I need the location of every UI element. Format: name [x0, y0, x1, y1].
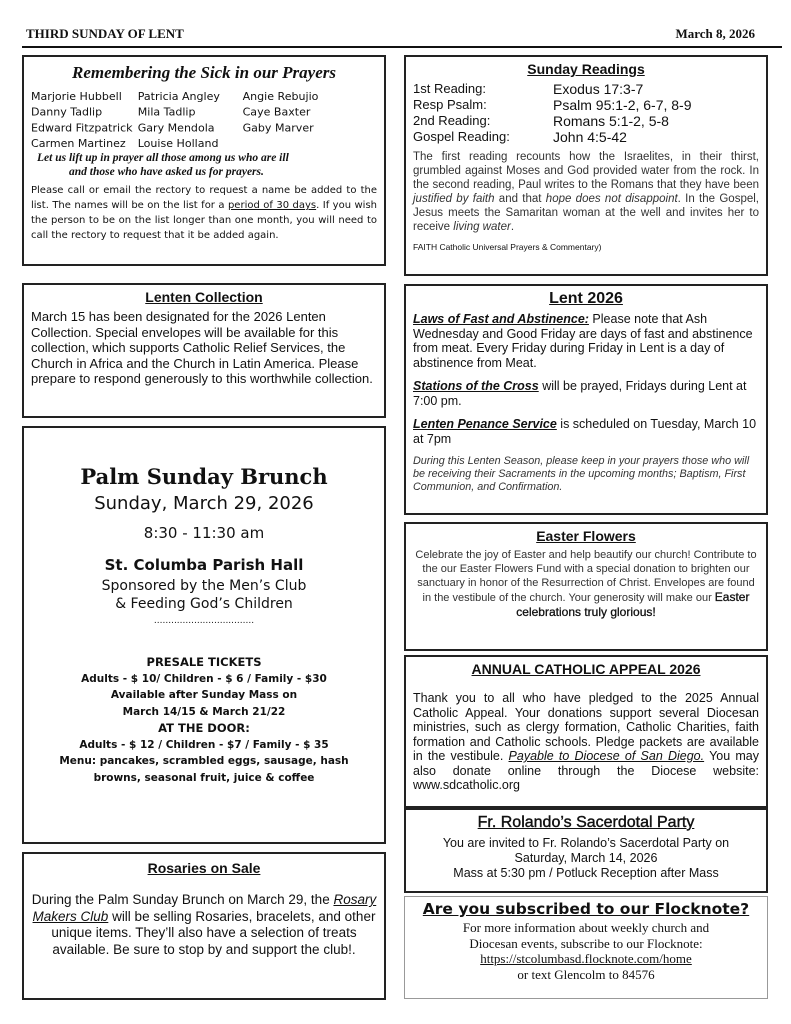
sick-name: Marjorie Hubbell	[31, 89, 122, 103]
text: Payable to Diocese of San Diego.	[508, 749, 705, 763]
easter-title: Easter Flowers	[536, 528, 636, 544]
sick-name: Caye Baxter	[242, 105, 311, 119]
text: will be prayed, Fridays during Lent at 7:00 pm.	[413, 379, 747, 408]
flocknote-line-1: For more information about weekly church and	[462, 920, 710, 935]
text: hope does not disappoint	[545, 193, 678, 205]
lent-title: Lent 2026	[549, 290, 623, 307]
text: Thank you to all who have pledged to the 2025 Annual Catholic Appeal. Your donations support several Diocesan ministries, such as clergy formation, Catholic Charities, faith formation and Catholic schools. Pledge packets are available in the vestibule.	[413, 691, 759, 763]
readings-title: Sunday Readings	[527, 61, 645, 77]
sick-title: Remembering the Sick in our Prayers	[72, 63, 336, 82]
sick-name: Patricia Angley	[137, 89, 220, 103]
reading-label: 2nd Reading:	[413, 113, 491, 128]
text: The first reading recounts how the Israelites, in their thirst, grumbled against Moses and God provided water from the rock. In the second reading, Paul writes to the Romans that they have been	[413, 151, 759, 191]
text: Please call or email the rectory to request a name be added to the list. The names will be on the list for a	[31, 185, 377, 211]
sunday-readings-box	[404, 55, 768, 276]
text: You may also donate online through the Diocese website: www.sdcatholic.org	[413, 749, 759, 792]
text: Celebrate the joy of Easter and help beautify our church! Contribute to the our Easter Flowers Fund with a special donation to brighten our sanctuary in honor of the Resurrection of Christ. Envelopes are found in the vestibule of the church. Your generosity will make our	[415, 549, 757, 604]
availability-1: Available after Sunday Mass on	[110, 689, 298, 701]
reading-label: Resp Psalm:	[413, 97, 487, 112]
prayer-line-1: Let us lift up in prayer all those among us who are ill	[37, 152, 289, 164]
annual-appeal-box	[404, 655, 768, 808]
reading-value: Romans 5:1-2, 5-8	[553, 113, 669, 129]
reading-value: Exodus 17:3-7	[553, 81, 644, 97]
sick-name: Mila Tadlip	[137, 105, 196, 119]
sick-name: Danny Tadlip	[31, 105, 103, 119]
sick-name: Gaby Marver	[242, 121, 314, 135]
prayer-line-2: and those who have asked us for prayers.	[69, 166, 264, 178]
brunch-date: Sunday, March 29, 2026	[94, 493, 314, 514]
period-underline: period of 30 days	[227, 200, 317, 211]
party-title: Fr. Rolando’s Sacerdotal Party	[477, 814, 695, 831]
lent-note: During this Lenten Season, please keep in your prayers those who will be receiving their Sacraments in the upcoming months; Baptism, First Communion, and Confirmation.	[413, 455, 750, 493]
appeal-title: ANNUAL CATHOLIC APPEAL 2026	[471, 661, 701, 677]
page-header-date: March 8, 2026	[675, 26, 755, 41]
door-heading: AT THE DOOR:	[158, 721, 250, 735]
text: Lenten Penance Service	[413, 417, 557, 431]
flocknote-box	[404, 896, 768, 999]
lenten-collection-body: March 15 has been designated for the 2026 Lenten Collection. Special envelopes will be available for this collection, which supports Catholic Relief Services, the Church in Africa and the Church in Latin America. Please prepare to respond generously to this worthwhile collection.	[31, 309, 373, 386]
sick-name: Gary Mendola	[137, 121, 215, 135]
rosary-makers-club: Rosary Makers Club	[32, 892, 377, 924]
lenten-collection-box	[22, 283, 386, 418]
brunch-sponsor-2: & Feeding God’s Children	[115, 596, 293, 612]
text: Please note that Ash Wednesday and Good Friday are days of fast and abstinence from meat. Every Friday during Friday in Lent is a day of abstinence from Meat.	[413, 312, 753, 370]
lent-2026-box	[404, 284, 768, 515]
text: Laws of Fast and Abstinence:	[413, 312, 589, 326]
sick-prayers-box	[22, 55, 386, 266]
availability-2: March 14/15 & March 21/22	[122, 705, 286, 718]
rosaries-box	[22, 852, 386, 1000]
lenten-collection-title: Lenten Collection	[145, 289, 263, 305]
sick-name: Edward Fitzpatrick	[31, 121, 133, 135]
text: and that	[494, 193, 546, 205]
readings-list	[413, 81, 759, 145]
brunch-sponsor-1: Sponsored by the Men’s Club	[101, 578, 307, 594]
sick-name: Louise Holland	[137, 136, 219, 150]
rosaries-title: Rosaries on Sale	[147, 860, 261, 876]
text: . In the Gospel, Jesus meets the Samaritan woman at the well and invites her to receive	[413, 193, 759, 233]
fast-abstinence	[413, 312, 759, 370]
palm-sunday-brunch-box	[22, 426, 386, 844]
brunch-menu: Menu: pancakes, scrambled eggs, sausage, hash browns, seasonal fruit, juice & coffee	[59, 755, 349, 784]
presale-heading: PRESALE TICKETS	[146, 655, 262, 669]
sick-instructions	[31, 183, 377, 243]
brunch-time: 8:30 - 11:30 am	[143, 524, 265, 542]
party-line-2: Saturday, March 14, 2026	[514, 851, 658, 865]
sacerdotal-party-box	[404, 808, 768, 893]
text: is scheduled on Tuesday, March 10 at 7pm	[413, 417, 757, 446]
party-line-3: Mass at 5:30 pm / Potluck Reception after Mass	[453, 866, 719, 880]
reading-label: 1st Reading:	[413, 81, 486, 96]
reading-value: Psalm 95:1-2, 6-7, 8-9	[553, 97, 692, 113]
readings-source: FAITH Catholic Universal Prayers & Commentary)	[413, 242, 602, 252]
sick-name	[243, 136, 353, 152]
text: .	[510, 221, 515, 233]
text: justified by faith	[413, 193, 495, 205]
text: Stations of the Cross	[413, 379, 539, 393]
sick-name: Angie Rebujio	[242, 89, 319, 103]
page-header-title: THIRD SUNDAY OF LENT	[26, 26, 184, 41]
flocknote-line-3: or text Glencolm to 84576	[517, 966, 655, 982]
easter-flowers-box	[404, 522, 768, 651]
header-rule	[22, 46, 782, 48]
reading-value: John 4:5-42	[553, 129, 627, 145]
flocknote-title: Are you subscribed to our Flocknote?	[422, 900, 750, 918]
text: During the Palm Sunday Brunch on March 29, the	[31, 892, 334, 907]
party-line-1: You are invited to Fr. Rolando’s Sacerdotal Party on	[442, 836, 730, 850]
sick-names-list	[31, 89, 381, 152]
brunch-title: Palm Sunday Brunch	[80, 464, 328, 489]
readings-commentary	[413, 150, 759, 234]
brunch-place: St. Columba Parish Hall	[104, 556, 304, 574]
easter-body	[413, 548, 759, 620]
stations-of-cross	[413, 379, 759, 408]
text: will be selling Rosaries, bracelets, and other unique items. They’ll also have a selection of treats available. Be sure to stop by and support the club!.	[51, 908, 376, 957]
text: Easter celebrations truly glorious!	[516, 590, 750, 619]
flocknote-link[interactable]: https://stcolumbasd.flocknote.com/home	[480, 951, 692, 966]
text: . If you wish the person to be on the list longer than one month, you will need to call the rectory to request that it be added again.	[31, 200, 377, 241]
penance-service	[413, 417, 759, 446]
reading-label: Gospel Reading:	[413, 129, 510, 144]
door-prices: Adults - $ 12 / Children - $7 / Family - $ 35	[79, 738, 329, 751]
appeal-body	[413, 691, 759, 793]
presale-prices: Adults - $ 10/ Children - $ 6 / Family - $30	[81, 672, 327, 685]
flocknote-line-2: Diocesan events, subscribe to our Flocknote:	[469, 935, 703, 951]
sick-name: Carmen Martinez	[31, 136, 126, 150]
dotted-divider: ...................................	[153, 616, 255, 626]
rosaries-body	[31, 892, 377, 958]
text: living water	[453, 221, 511, 233]
